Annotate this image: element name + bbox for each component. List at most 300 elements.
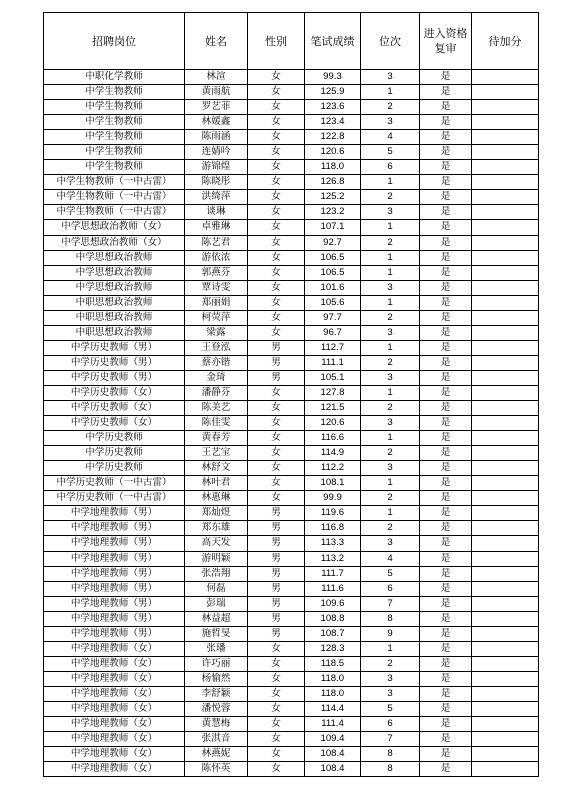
post-cell: 中学思想政治教师（女） — [44, 235, 185, 250]
header-gender: 性别 — [248, 13, 305, 70]
table-row — [44, 506, 539, 521]
name-cell: 罗艺菲 — [185, 100, 248, 115]
gender-cell: 女 — [248, 85, 305, 100]
review-cell: 是 — [420, 145, 472, 160]
score-cell: 116.8 — [305, 521, 361, 536]
post-cell: 中学历史教师（女） — [44, 401, 185, 416]
gender-cell: 女 — [248, 491, 305, 506]
score-cell: 116.6 — [305, 431, 361, 446]
table-row — [44, 446, 539, 461]
post-cell: 中学生物教师 — [44, 85, 185, 100]
score-cell: 112.2 — [305, 461, 361, 476]
review-cell: 是 — [420, 461, 472, 476]
name-cell: 彭瑞 — [185, 596, 248, 611]
rank-cell: 3 — [361, 205, 420, 220]
post-cell: 中学地理教师（女） — [44, 686, 185, 701]
gender-cell: 男 — [248, 355, 305, 370]
name-cell: 潘悦蓉 — [185, 701, 248, 716]
bonus-cell — [472, 536, 539, 551]
rank-cell: 3 — [361, 280, 420, 295]
name-cell: 游明颖 — [185, 551, 248, 566]
gender-cell: 女 — [248, 205, 305, 220]
rank-cell: 1 — [361, 265, 420, 280]
post-cell: 中学历史教师（一中古雷） — [44, 476, 185, 491]
post-cell: 中学历史教师（男） — [44, 370, 185, 385]
bonus-cell — [472, 686, 539, 701]
name-cell: 游锦煌 — [185, 160, 248, 175]
header-name: 姓名 — [185, 13, 248, 70]
bonus-cell — [472, 385, 539, 400]
review-cell: 是 — [420, 626, 472, 641]
table-row — [44, 190, 539, 205]
name-cell: 郭燕芬 — [185, 265, 248, 280]
post-cell: 中学生物教师 — [44, 115, 185, 130]
rank-cell: 1 — [361, 641, 420, 656]
rank-cell: 1 — [361, 506, 420, 521]
table-row — [44, 385, 539, 400]
table-row — [44, 401, 539, 416]
post-cell: 中学地理教师（男） — [44, 536, 185, 551]
gender-cell: 女 — [248, 70, 305, 85]
table-row — [44, 145, 539, 160]
review-cell: 是 — [420, 686, 472, 701]
table-row — [44, 671, 539, 686]
review-cell: 是 — [420, 235, 472, 250]
name-cell: 陈晓彤 — [185, 175, 248, 190]
table-row — [44, 536, 539, 551]
name-cell: 陈佳雯 — [185, 416, 248, 431]
bonus-cell — [472, 85, 539, 100]
name-cell: 柯荧萍 — [185, 310, 248, 325]
rank-cell: 8 — [361, 762, 420, 777]
rank-cell: 1 — [361, 476, 420, 491]
score-cell: 125.9 — [305, 85, 361, 100]
name-cell: 林叶君 — [185, 476, 248, 491]
gender-cell: 男 — [248, 596, 305, 611]
review-cell: 是 — [420, 265, 472, 280]
score-cell: 107.1 — [305, 220, 361, 235]
table-row — [44, 717, 539, 732]
name-cell: 覃诗雯 — [185, 280, 248, 295]
score-cell: 108.4 — [305, 762, 361, 777]
bonus-cell — [472, 521, 539, 536]
name-cell: 梁露 — [185, 325, 248, 340]
post-cell: 中学历史教师 — [44, 461, 185, 476]
bonus-cell — [472, 310, 539, 325]
table-row — [44, 100, 539, 115]
rank-cell: 3 — [361, 416, 420, 431]
name-cell: 林惠琳 — [185, 491, 248, 506]
header-rank: 位次 — [361, 13, 420, 70]
score-cell: 111.6 — [305, 581, 361, 596]
post-cell: 中学生物教师 — [44, 130, 185, 145]
rank-cell: 2 — [361, 100, 420, 115]
rank-cell: 5 — [361, 145, 420, 160]
review-cell: 是 — [420, 220, 472, 235]
name-cell: 游依浓 — [185, 250, 248, 265]
gender-cell: 男 — [248, 521, 305, 536]
review-cell: 是 — [420, 355, 472, 370]
review-cell: 是 — [420, 551, 472, 566]
post-cell: 中学地理教师（男） — [44, 596, 185, 611]
bonus-cell — [472, 190, 539, 205]
gender-cell: 女 — [248, 701, 305, 716]
score-cell: 92.7 — [305, 235, 361, 250]
review-cell: 是 — [420, 85, 472, 100]
post-cell: 中学历史教师（女） — [44, 416, 185, 431]
review-cell: 是 — [420, 671, 472, 686]
rank-cell: 3 — [361, 115, 420, 130]
post-cell: 中学生物教师 — [44, 100, 185, 115]
gender-cell: 男 — [248, 370, 305, 385]
name-cell: 许巧丽 — [185, 656, 248, 671]
post-cell: 中学思想政治教师 — [44, 250, 185, 265]
post-cell: 中学历史教师（女） — [44, 385, 185, 400]
score-cell: 99.9 — [305, 491, 361, 506]
review-cell: 是 — [420, 340, 472, 355]
rank-cell: 7 — [361, 732, 420, 747]
review-cell: 是 — [420, 250, 472, 265]
score-cell: 123.6 — [305, 100, 361, 115]
table-row — [44, 641, 539, 656]
header-review-line2: 复审 — [434, 42, 457, 55]
score-cell: 99.3 — [305, 70, 361, 85]
rank-cell: 3 — [361, 536, 420, 551]
table-row — [44, 732, 539, 747]
table-row — [44, 340, 539, 355]
score-cell: 108.1 — [305, 476, 361, 491]
review-cell: 是 — [420, 160, 472, 175]
gender-cell: 女 — [248, 295, 305, 310]
rank-cell: 1 — [361, 220, 420, 235]
score-cell: 125.2 — [305, 190, 361, 205]
post-cell: 中学生物教师 — [44, 145, 185, 160]
name-cell: 陈艺君 — [185, 235, 248, 250]
rank-cell: 6 — [361, 160, 420, 175]
post-cell: 中学思想政治教师 — [44, 265, 185, 280]
post-cell: 中学地理教师（男） — [44, 626, 185, 641]
rank-cell: 2 — [361, 235, 420, 250]
table-row — [44, 656, 539, 671]
gender-cell: 女 — [248, 401, 305, 416]
bonus-cell — [472, 160, 539, 175]
gender-cell: 男 — [248, 551, 305, 566]
review-cell: 是 — [420, 205, 472, 220]
table-row — [44, 626, 539, 641]
gender-cell: 男 — [248, 536, 305, 551]
gender-cell: 女 — [248, 431, 305, 446]
review-cell: 是 — [420, 325, 472, 340]
gender-cell: 女 — [248, 446, 305, 461]
rank-cell: 1 — [361, 340, 420, 355]
rank-cell: 2 — [361, 355, 420, 370]
table-row — [44, 355, 539, 370]
gender-cell: 女 — [248, 747, 305, 762]
post-cell: 中学历史教师（男） — [44, 340, 185, 355]
rank-cell: 6 — [361, 717, 420, 732]
post-cell: 中学地理教师（女） — [44, 701, 185, 716]
score-cell: 118.0 — [305, 671, 361, 686]
gender-cell: 女 — [248, 762, 305, 777]
review-cell: 是 — [420, 310, 472, 325]
review-cell: 是 — [420, 190, 472, 205]
post-cell: 中学生物教师（一中古雷） — [44, 190, 185, 205]
post-cell: 中学地理教师（女） — [44, 656, 185, 671]
score-cell: 128.3 — [305, 641, 361, 656]
review-cell: 是 — [420, 566, 472, 581]
rank-cell: 1 — [361, 175, 420, 190]
bonus-cell — [472, 641, 539, 656]
gender-cell: 女 — [248, 145, 305, 160]
post-cell: 中学历史教师 — [44, 446, 185, 461]
review-cell: 是 — [420, 70, 472, 85]
bonus-cell — [472, 205, 539, 220]
table-row — [44, 250, 539, 265]
bonus-cell — [472, 100, 539, 115]
bonus-cell — [472, 175, 539, 190]
score-cell: 106.5 — [305, 250, 361, 265]
score-cell: 96.7 — [305, 325, 361, 340]
rank-cell: 1 — [361, 250, 420, 265]
name-cell: 郑东雄 — [185, 521, 248, 536]
bonus-cell — [472, 130, 539, 145]
bonus-cell — [472, 701, 539, 716]
review-cell: 是 — [420, 641, 472, 656]
gender-cell: 女 — [248, 265, 305, 280]
bonus-cell — [472, 446, 539, 461]
name-cell: 林媛鑫 — [185, 115, 248, 130]
bonus-cell — [472, 115, 539, 130]
gender-cell: 男 — [248, 566, 305, 581]
rank-cell: 3 — [361, 686, 420, 701]
review-cell: 是 — [420, 431, 472, 446]
table-row — [44, 220, 539, 235]
table-row — [44, 686, 539, 701]
table-row — [44, 235, 539, 250]
review-cell: 是 — [420, 506, 472, 521]
rank-cell: 1 — [361, 295, 420, 310]
gender-cell: 女 — [248, 250, 305, 265]
gender-cell: 男 — [248, 506, 305, 521]
score-cell: 97.7 — [305, 310, 361, 325]
table-row — [44, 461, 539, 476]
gender-cell: 女 — [248, 280, 305, 295]
bonus-cell — [472, 340, 539, 355]
score-cell: 111.4 — [305, 717, 361, 732]
bonus-cell — [472, 145, 539, 160]
bonus-cell — [472, 671, 539, 686]
gender-cell: 女 — [248, 160, 305, 175]
score-cell: 119.6 — [305, 506, 361, 521]
rank-cell: 1 — [361, 431, 420, 446]
name-cell: 黄春芳 — [185, 431, 248, 446]
name-cell: 谈琳 — [185, 205, 248, 220]
bonus-cell — [472, 476, 539, 491]
header-review — [420, 13, 472, 70]
post-cell: 中学思想政治教师 — [44, 280, 185, 295]
post-cell: 中职化学教师 — [44, 70, 185, 85]
bonus-cell — [472, 611, 539, 626]
bonus-cell — [472, 235, 539, 250]
review-cell: 是 — [420, 370, 472, 385]
table-row — [44, 130, 539, 145]
post-cell: 中学地理教师（男） — [44, 581, 185, 596]
bonus-cell — [472, 416, 539, 431]
table-body — [44, 70, 539, 777]
gender-cell: 女 — [248, 641, 305, 656]
gender-cell: 女 — [248, 220, 305, 235]
bonus-cell — [472, 280, 539, 295]
review-cell: 是 — [420, 401, 472, 416]
post-cell: 中学地理教师（女） — [44, 747, 185, 762]
score-cell: 120.6 — [305, 145, 361, 160]
name-cell: 郑灿煜 — [185, 506, 248, 521]
name-cell: 张浩翔 — [185, 566, 248, 581]
review-cell: 是 — [420, 762, 472, 777]
table-row — [44, 325, 539, 340]
table-row — [44, 596, 539, 611]
review-cell: 是 — [420, 717, 472, 732]
bonus-cell — [472, 355, 539, 370]
score-cell: 118.5 — [305, 656, 361, 671]
bonus-cell — [472, 656, 539, 671]
rank-cell: 6 — [361, 581, 420, 596]
bonus-cell — [472, 506, 539, 521]
name-cell: 陈怀英 — [185, 762, 248, 777]
header-row — [44, 13, 539, 70]
review-cell: 是 — [420, 416, 472, 431]
gender-cell: 女 — [248, 235, 305, 250]
bonus-cell — [472, 265, 539, 280]
rank-cell: 2 — [361, 446, 420, 461]
score-cell: 114.9 — [305, 446, 361, 461]
gender-cell: 男 — [248, 581, 305, 596]
name-cell: 金琦 — [185, 370, 248, 385]
table-row — [44, 85, 539, 100]
score-cell: 109.6 — [305, 596, 361, 611]
header-post: 招聘岗位 — [44, 13, 185, 70]
post-cell: 中学生物教师 — [44, 160, 185, 175]
post-cell: 中学地理教师（女） — [44, 717, 185, 732]
name-cell: 陈美艺 — [185, 401, 248, 416]
rank-cell: 4 — [361, 130, 420, 145]
gender-cell: 女 — [248, 686, 305, 701]
name-cell: 李舒颖 — [185, 686, 248, 701]
post-cell: 中学地理教师（男） — [44, 521, 185, 536]
name-cell: 郑丽娟 — [185, 295, 248, 310]
name-cell: 张璠 — [185, 641, 248, 656]
rank-cell: 8 — [361, 611, 420, 626]
bonus-cell — [472, 220, 539, 235]
name-cell: 陈雨涵 — [185, 130, 248, 145]
header-bonus: 待加分 — [472, 13, 539, 70]
rank-cell: 1 — [361, 85, 420, 100]
score-cell: 126.8 — [305, 175, 361, 190]
name-cell: 杨愉然 — [185, 671, 248, 686]
bonus-cell — [472, 747, 539, 762]
rank-cell: 2 — [361, 491, 420, 506]
table-row — [44, 310, 539, 325]
table-row — [44, 551, 539, 566]
gender-cell: 女 — [248, 115, 305, 130]
name-cell: 黄慧梅 — [185, 717, 248, 732]
review-cell: 是 — [420, 446, 472, 461]
gender-cell: 女 — [248, 175, 305, 190]
post-cell: 中学地理教师（男） — [44, 566, 185, 581]
rank-cell: 8 — [361, 747, 420, 762]
table-row — [44, 265, 539, 280]
bonus-cell — [472, 401, 539, 416]
score-cell: 121.5 — [305, 401, 361, 416]
rank-cell: 1 — [361, 385, 420, 400]
gender-cell: 女 — [248, 671, 305, 686]
score-cell: 106.5 — [305, 265, 361, 280]
name-cell: 林舒文 — [185, 461, 248, 476]
table-row — [44, 476, 539, 491]
post-cell: 中职思想政治教师 — [44, 295, 185, 310]
post-cell: 中学思想政治教师（女） — [44, 220, 185, 235]
review-cell: 是 — [420, 280, 472, 295]
table-row — [44, 581, 539, 596]
results-table — [43, 12, 539, 777]
rank-cell: 9 — [361, 626, 420, 641]
review-cell: 是 — [420, 747, 472, 762]
rank-cell: 5 — [361, 701, 420, 716]
name-cell: 黄雨航 — [185, 85, 248, 100]
table-row — [44, 566, 539, 581]
header-score: 笔试成绩 — [305, 13, 361, 70]
bonus-cell — [472, 566, 539, 581]
table-row — [44, 280, 539, 295]
name-cell: 张淇音 — [185, 732, 248, 747]
bonus-cell — [472, 295, 539, 310]
table-row — [44, 115, 539, 130]
bonus-cell — [472, 626, 539, 641]
bonus-cell — [472, 717, 539, 732]
gender-cell: 女 — [248, 416, 305, 431]
review-cell: 是 — [420, 581, 472, 596]
post-cell: 中学历史教师 — [44, 431, 185, 446]
review-cell: 是 — [420, 596, 472, 611]
bonus-cell — [472, 250, 539, 265]
name-cell: 卓雅琳 — [185, 220, 248, 235]
post-cell: 中学地理教师（女） — [44, 732, 185, 747]
post-cell: 中学地理教师（女） — [44, 641, 185, 656]
review-cell: 是 — [420, 701, 472, 716]
table-row — [44, 701, 539, 716]
table-row — [44, 747, 539, 762]
gender-cell: 女 — [248, 461, 305, 476]
name-cell: 林益超 — [185, 611, 248, 626]
post-cell: 中学地理教师（男） — [44, 551, 185, 566]
review-cell: 是 — [420, 521, 472, 536]
bonus-cell — [472, 325, 539, 340]
rank-cell: 4 — [361, 551, 420, 566]
bonus-cell — [472, 491, 539, 506]
post-cell: 中学历史教师（男） — [44, 355, 185, 370]
review-cell: 是 — [420, 385, 472, 400]
score-cell: 122.8 — [305, 130, 361, 145]
gender-cell: 女 — [248, 100, 305, 115]
table-row — [44, 762, 539, 777]
rank-cell: 2 — [361, 190, 420, 205]
score-cell: 113.3 — [305, 536, 361, 551]
name-cell: 林燕妮 — [185, 747, 248, 762]
review-cell: 是 — [420, 611, 472, 626]
bonus-cell — [472, 370, 539, 385]
name-cell: 施哲旻 — [185, 626, 248, 641]
name-cell: 林渲 — [185, 70, 248, 85]
